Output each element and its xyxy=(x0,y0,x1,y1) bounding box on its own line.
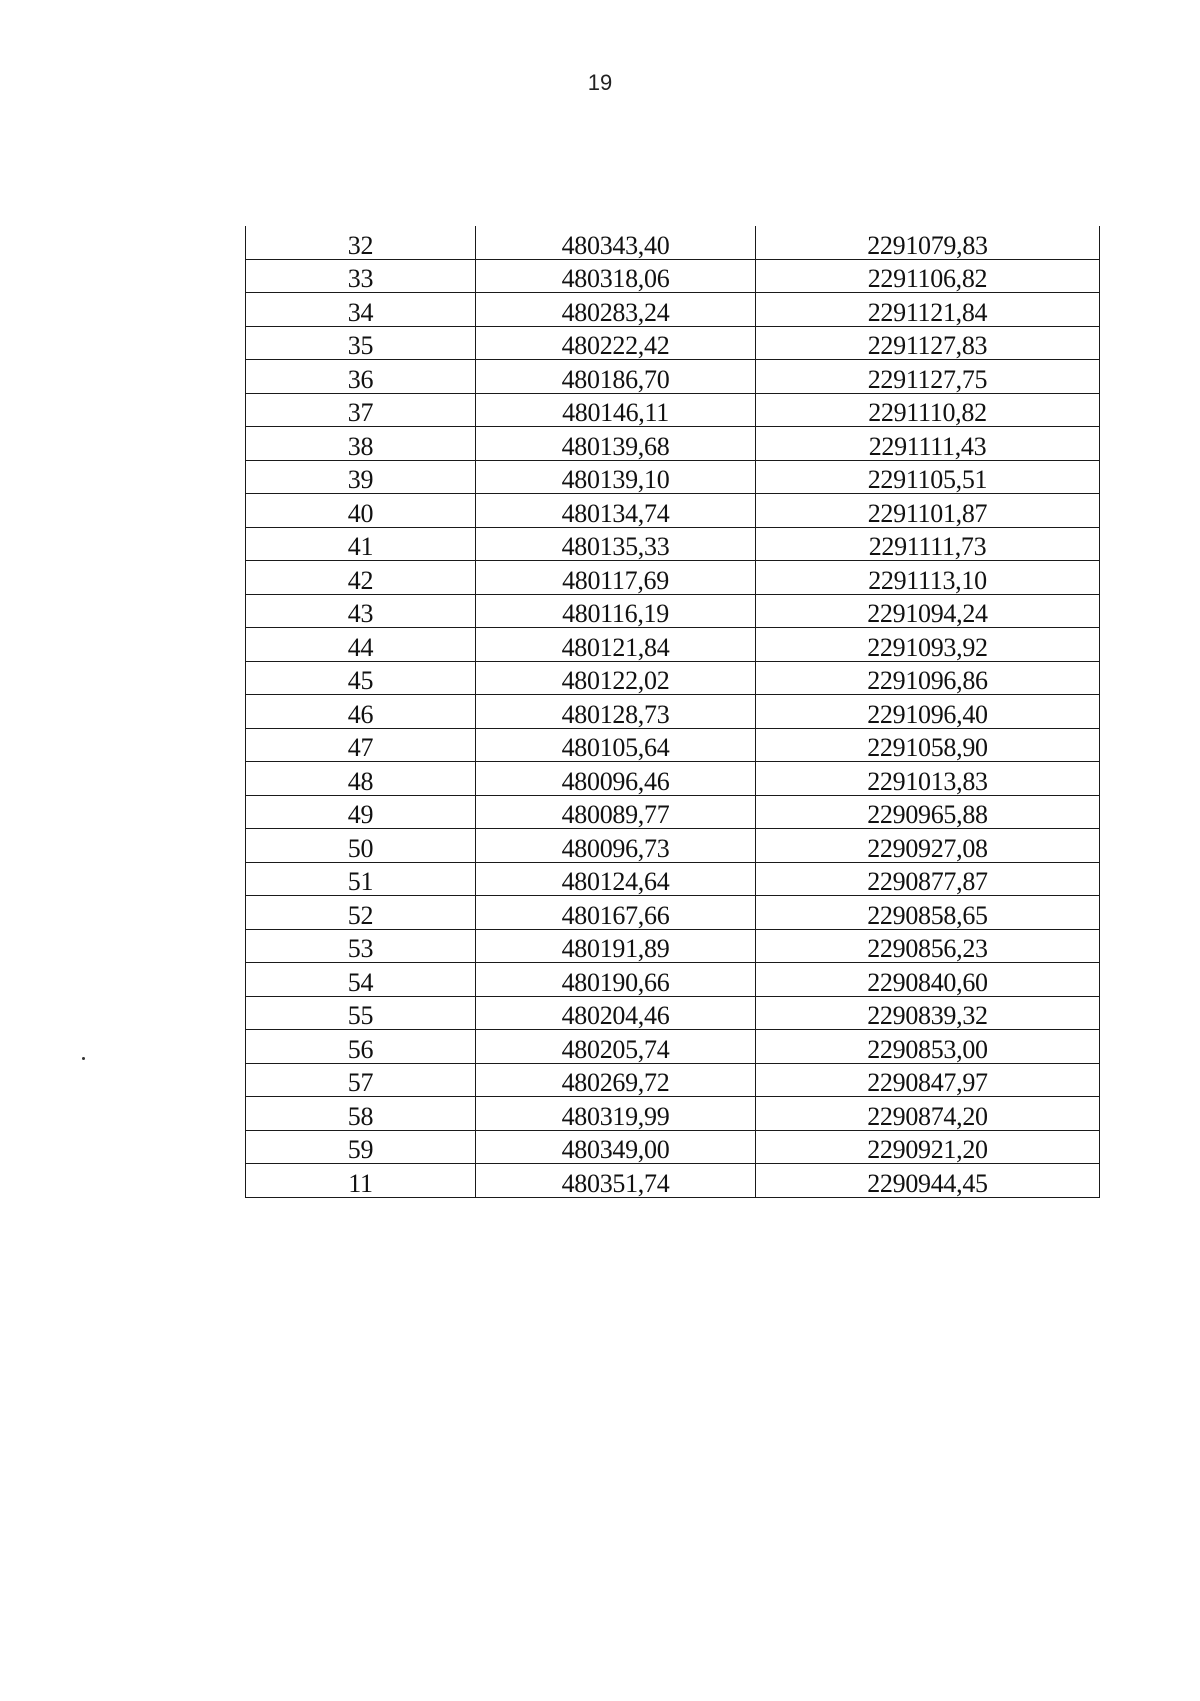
table-row xyxy=(246,896,1100,930)
table-row xyxy=(246,929,1100,963)
x-coordinate-cell: 480191,89 xyxy=(476,929,756,963)
y-coordinate-cell: 2291105,51 xyxy=(756,460,1100,494)
table-row xyxy=(246,695,1100,729)
table-row xyxy=(246,628,1100,662)
y-coordinate-cell: 2290874,20 xyxy=(756,1097,1100,1131)
table-row xyxy=(246,594,1100,628)
x-coordinate-cell: 480318,06 xyxy=(476,259,756,293)
point-number-cell: 34 xyxy=(246,293,476,327)
point-number-cell: 58 xyxy=(246,1097,476,1131)
point-number-cell: 35 xyxy=(246,326,476,360)
table-row xyxy=(246,527,1100,561)
y-coordinate-cell: 2290921,20 xyxy=(756,1130,1100,1164)
table-row xyxy=(246,829,1100,863)
x-coordinate-cell: 480096,46 xyxy=(476,762,756,796)
table-row xyxy=(246,795,1100,829)
x-coordinate-cell: 480349,00 xyxy=(476,1130,756,1164)
table-row xyxy=(246,661,1100,695)
y-coordinate-cell: 2290965,88 xyxy=(756,795,1100,829)
x-coordinate-cell: 480283,24 xyxy=(476,293,756,327)
point-number-cell: 40 xyxy=(246,494,476,528)
point-number-cell: 55 xyxy=(246,996,476,1030)
point-number-cell: 56 xyxy=(246,1030,476,1064)
y-coordinate-cell: 2291127,75 xyxy=(756,360,1100,394)
x-coordinate-cell: 480139,10 xyxy=(476,460,756,494)
point-number-cell: 49 xyxy=(246,795,476,829)
y-coordinate-cell: 2291111,73 xyxy=(756,527,1100,561)
point-number-cell: 44 xyxy=(246,628,476,662)
y-coordinate-cell: 2291096,40 xyxy=(756,695,1100,729)
y-coordinate-cell: 2290944,45 xyxy=(756,1164,1100,1198)
x-coordinate-cell: 480124,64 xyxy=(476,862,756,896)
x-coordinate-cell: 480134,74 xyxy=(476,494,756,528)
x-coordinate-cell: 480116,19 xyxy=(476,594,756,628)
x-coordinate-cell: 480222,42 xyxy=(476,326,756,360)
x-coordinate-cell: 480122,02 xyxy=(476,661,756,695)
table-row xyxy=(246,996,1100,1030)
point-number-cell: 50 xyxy=(246,829,476,863)
table-row xyxy=(246,1130,1100,1164)
y-coordinate-cell: 2291121,84 xyxy=(756,293,1100,327)
y-coordinate-cell: 2291094,24 xyxy=(756,594,1100,628)
scan-speck xyxy=(82,1057,85,1060)
point-number-cell: 33 xyxy=(246,259,476,293)
page-number: 19 xyxy=(587,70,613,95)
point-number-cell: 46 xyxy=(246,695,476,729)
x-coordinate-cell: 480319,99 xyxy=(476,1097,756,1131)
table-row xyxy=(246,259,1100,293)
point-number-cell: 47 xyxy=(246,728,476,762)
coordinates-table xyxy=(245,226,1100,1198)
point-number-cell: 48 xyxy=(246,762,476,796)
x-coordinate-cell: 480128,73 xyxy=(476,695,756,729)
y-coordinate-cell: 2291106,82 xyxy=(756,259,1100,293)
table-row xyxy=(246,728,1100,762)
y-coordinate-cell: 2290927,08 xyxy=(756,829,1100,863)
x-coordinate-cell: 480204,46 xyxy=(476,996,756,1030)
y-coordinate-cell: 2291096,86 xyxy=(756,661,1100,695)
x-coordinate-cell: 480096,73 xyxy=(476,829,756,863)
y-coordinate-cell: 2291101,87 xyxy=(756,494,1100,528)
point-number-cell: 59 xyxy=(246,1130,476,1164)
y-coordinate-cell: 2291058,90 xyxy=(756,728,1100,762)
table-row xyxy=(246,393,1100,427)
table-row xyxy=(246,226,1100,259)
table-row xyxy=(246,1164,1100,1198)
point-number-cell: 57 xyxy=(246,1063,476,1097)
x-coordinate-cell: 480146,11 xyxy=(476,393,756,427)
x-coordinate-cell: 480205,74 xyxy=(476,1030,756,1064)
y-coordinate-cell: 2291093,92 xyxy=(756,628,1100,662)
point-number-cell: 54 xyxy=(246,963,476,997)
table-row xyxy=(246,963,1100,997)
table-row xyxy=(246,460,1100,494)
y-coordinate-cell: 2290858,65 xyxy=(756,896,1100,930)
x-coordinate-cell: 480105,64 xyxy=(476,728,756,762)
coordinates-table-body xyxy=(246,226,1100,1197)
y-coordinate-cell: 2290847,97 xyxy=(756,1063,1100,1097)
point-number-cell: 36 xyxy=(246,360,476,394)
table-row xyxy=(246,1063,1100,1097)
point-number-cell: 51 xyxy=(246,862,476,896)
y-coordinate-cell: 2290856,23 xyxy=(756,929,1100,963)
x-coordinate-cell: 480117,69 xyxy=(476,561,756,595)
point-number-cell: 53 xyxy=(246,929,476,963)
point-number-cell: 37 xyxy=(246,393,476,427)
y-coordinate-cell: 2291110,82 xyxy=(756,393,1100,427)
x-coordinate-cell: 480139,68 xyxy=(476,427,756,461)
x-coordinate-cell: 480135,33 xyxy=(476,527,756,561)
x-coordinate-cell: 480190,66 xyxy=(476,963,756,997)
table-row xyxy=(246,326,1100,360)
table-row xyxy=(246,293,1100,327)
table-row xyxy=(246,862,1100,896)
point-number-cell: 52 xyxy=(246,896,476,930)
y-coordinate-cell: 2291113,10 xyxy=(756,561,1100,595)
x-coordinate-cell: 480167,66 xyxy=(476,896,756,930)
point-number-cell: 45 xyxy=(246,661,476,695)
y-coordinate-cell: 2291111,43 xyxy=(756,427,1100,461)
y-coordinate-cell: 2290840,60 xyxy=(756,963,1100,997)
point-number-cell: 38 xyxy=(246,427,476,461)
y-coordinate-cell: 2290877,87 xyxy=(756,862,1100,896)
x-coordinate-cell: 480343,40 xyxy=(476,226,756,259)
x-coordinate-cell: 480121,84 xyxy=(476,628,756,662)
point-number-cell: 41 xyxy=(246,527,476,561)
point-number-cell: 42 xyxy=(246,561,476,595)
x-coordinate-cell: 480269,72 xyxy=(476,1063,756,1097)
table-row xyxy=(246,561,1100,595)
point-number-cell: 11 xyxy=(246,1164,476,1198)
y-coordinate-cell: 2291079,83 xyxy=(756,226,1100,259)
x-coordinate-cell: 480351,74 xyxy=(476,1164,756,1198)
y-coordinate-cell: 2290839,32 xyxy=(756,996,1100,1030)
table-row xyxy=(246,360,1100,394)
table-row xyxy=(246,427,1100,461)
table-row xyxy=(246,1030,1100,1064)
table-row xyxy=(246,494,1100,528)
x-coordinate-cell: 480186,70 xyxy=(476,360,756,394)
x-coordinate-cell: 480089,77 xyxy=(476,795,756,829)
y-coordinate-cell: 2291127,83 xyxy=(756,326,1100,360)
y-coordinate-cell: 2290853,00 xyxy=(756,1030,1100,1064)
y-coordinate-cell: 2291013,83 xyxy=(756,762,1100,796)
point-number-cell: 43 xyxy=(246,594,476,628)
table-row xyxy=(246,762,1100,796)
point-number-cell: 32 xyxy=(246,226,476,259)
table-row xyxy=(246,1097,1100,1131)
point-number-cell: 39 xyxy=(246,460,476,494)
